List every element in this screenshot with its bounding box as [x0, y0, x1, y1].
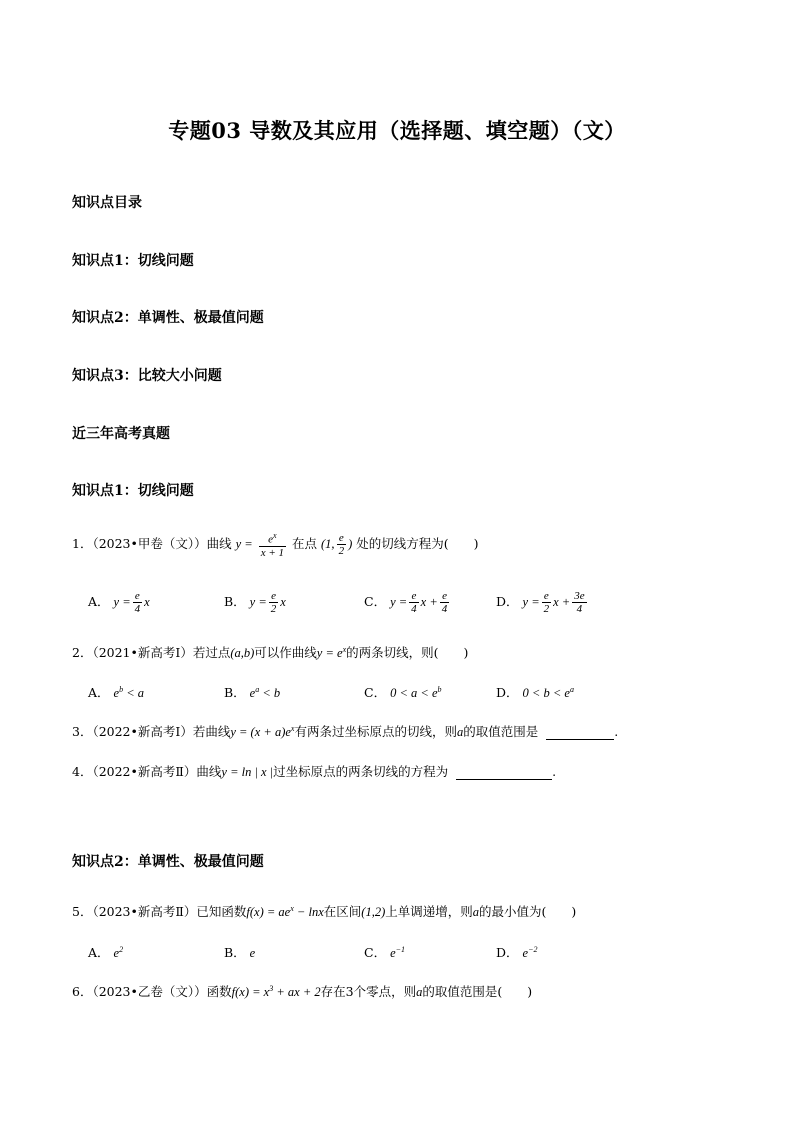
q1-option-a[interactable]: A． y = $\frac{e}{4}$ x — [88, 590, 150, 615]
toc-item-1: 知识点1：切线问题 — [72, 253, 194, 269]
section2-heading: 知识点2：单调性、极最值问题 — [72, 854, 264, 870]
toc-item-2: 知识点2：单调性、极最值问题 — [72, 310, 264, 326]
question-4: 4．（2022•新高考Ⅱ）曲线y = ln | x |过坐标原点的两条切线的方程为 . — [72, 764, 557, 779]
q1-point: (1, $\frac{e}{2}$ ) — [321, 532, 353, 558]
toc-item-3: 知识点3：比较大小问题 — [72, 368, 222, 384]
question-6: 6．（2023•乙卷（文））函数$f(x) = x^3$ + ax + 2存在3个零点，则a的取值范围是( ) — [72, 983, 533, 999]
q2-option-d[interactable]: D． $0 < b < e^a$ — [496, 684, 574, 700]
q1-eq-lhs: y = — [235, 536, 253, 551]
q5-option-d[interactable]: D． $e^{-2}$ — [496, 944, 538, 960]
question-1 — [72, 530, 478, 559]
exam-heading: 近三年高考真题 — [72, 426, 170, 442]
q1-option-b[interactable]: B． y = $\frac{e}{2}$ x — [224, 590, 286, 615]
question-5: 5．（2023•新高考Ⅱ）已知函数$f(x) = ae^x - \ln x$在区间(1,2)上单调递增，则a的最小值为( ) — [72, 903, 577, 919]
q1-mid: 在点 — [292, 535, 318, 551]
q1-fraction: $\frac{e^x}{x + 1}$ — [260, 531, 285, 559]
q4-answer-blank[interactable] — [456, 767, 552, 780]
q1-prefix: 1．（2023•甲卷（文））曲线 — [72, 535, 232, 551]
q2-option-b[interactable]: B． $e^a < b$ — [224, 684, 281, 700]
q5-option-c[interactable]: C． $e^{-1}$ — [364, 944, 406, 960]
q1-option-c[interactable]: C． y = $\frac{e}{4}$ x + $\frac{e}{4}$ — [364, 590, 448, 615]
page-title: 专题03 导数及其应用（选择题、填空题）（文） — [168, 118, 626, 143]
q5-option-a[interactable]: A． $e^2$ — [88, 944, 124, 960]
question-2: 2．（2021•新高考Ⅰ）若过点(a,b)可以作曲线$y = e^x$的两条切线，则( ) — [72, 644, 469, 660]
question-3: 3．（2022•新高考Ⅰ）若曲线$y = (x + a)e^x$有两条过坐标原点的切线，则a的取值范围是 . — [72, 723, 619, 739]
toc-heading: 知识点目录 — [72, 195, 142, 211]
q2-option-c[interactable]: C． $0 < a < e^b$ — [364, 684, 442, 700]
q2-option-a[interactable]: A． $e^b < a$ — [88, 684, 145, 700]
section1-heading: 知识点1：切线问题 — [72, 483, 194, 499]
q5-option-b[interactable]: B． e — [224, 945, 256, 960]
q1-suffix: 处的切线方程为( ) — [356, 535, 479, 551]
q3-answer-blank[interactable] — [546, 727, 614, 740]
q1-option-d[interactable]: D． y = $\frac{e}{2}$ x + $\frac{3e}{4}$ — [496, 590, 585, 615]
